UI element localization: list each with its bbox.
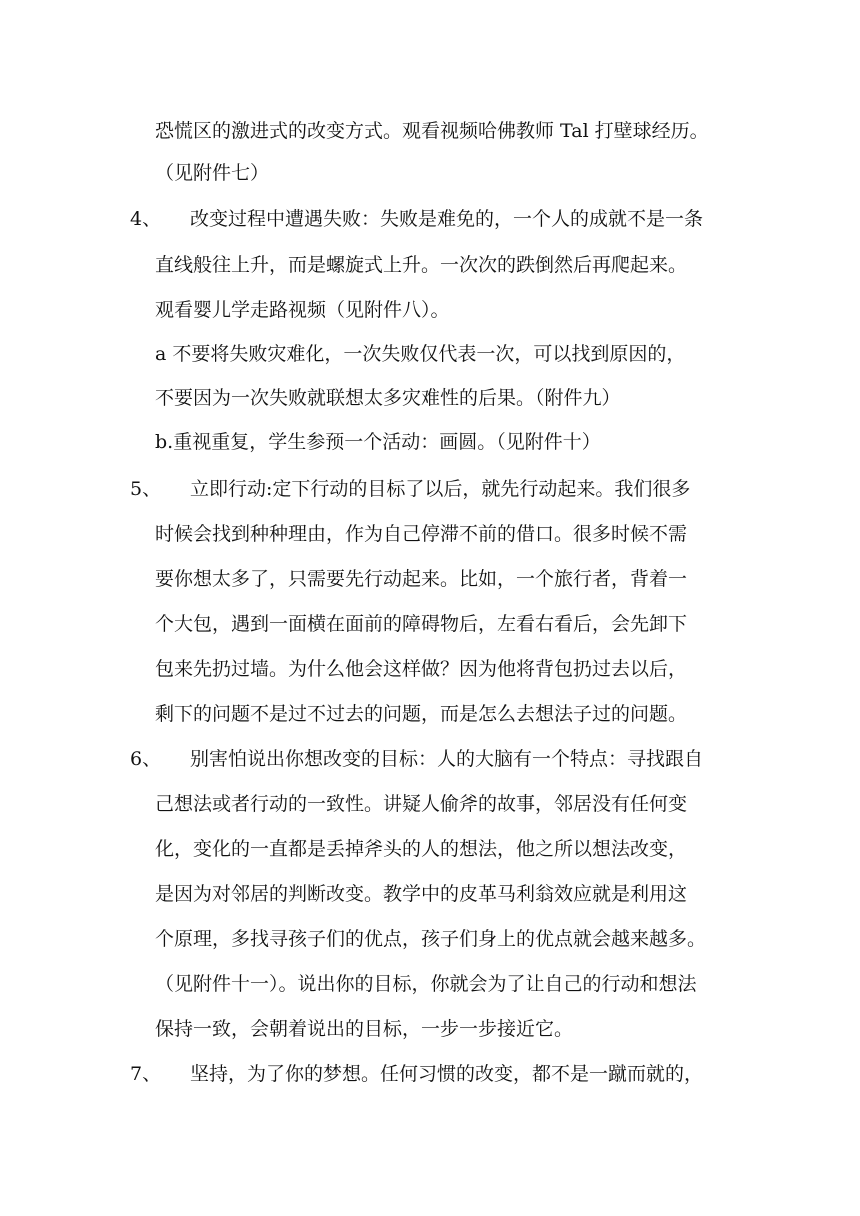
text-line: a 不要将失败灾难化，一次失败仅代表一次，可以找到原因的， bbox=[155, 343, 686, 365]
text-line: 保持一致，会朝着说出的目标，一步一步接近它。 bbox=[155, 1018, 574, 1040]
text-line: 别害怕说出你想改变的目标：人的大脑有一个特点：寻找跟自 bbox=[190, 748, 704, 770]
text-line: 化，变化的一直都是丢掉斧头的人的想法，他之所以想法改变， bbox=[155, 838, 688, 860]
text-line: b.重视重复，学生参预一个活动：画圆。（见附件十） bbox=[155, 431, 601, 453]
text-line: 时候会找到种种理由，作为自己停滞不前的借口。很多时候不需 bbox=[155, 523, 688, 545]
text-line: 个原理，多找寻孩子们的优点，孩子们身上的优点就会越来越多。 bbox=[155, 928, 707, 950]
list-number: 6、 bbox=[130, 748, 162, 770]
text-line: 剩下的问题不是过不过去的问题，而是怎么去想法子过的问题。 bbox=[155, 703, 688, 725]
text-line: 是因为对邻居的判断改变。教学中的皮革马利翁效应就是利用这 bbox=[155, 883, 688, 905]
list-number: 5、 bbox=[130, 478, 162, 500]
text-line: 要你想太多了，只需要先行动起来。比如，一个旅行者，背着一 bbox=[155, 568, 688, 590]
text-line: 改变过程中遭遇失败：失败是难免的，一个人的成就不是一条 bbox=[190, 208, 704, 230]
text-line: 直线般往上升，而是螺旋式上升。一次次的跌倒然后再爬起来。 bbox=[155, 254, 688, 276]
list-number: 7、 bbox=[130, 1063, 162, 1085]
text-line: 恐慌区的激进式的改变方式。观看视频哈佛教师 Tal 打壁球经历。 bbox=[155, 120, 709, 142]
text-line: 个大包，遇到一面横在面前的障碍物后，左看右看后，会先卸下 bbox=[155, 613, 688, 635]
text-line: 不要因为一次失败就联想太多灾难性的后果。（附件九） bbox=[155, 387, 621, 409]
text-line: 坚持，为了你的梦想。任何习惯的改变，都不是一蹴而就的， bbox=[190, 1063, 704, 1085]
text-line: （见附件十一）。说出你的目标，你就会为了让自己的行动和想法 bbox=[155, 973, 697, 995]
list-number: 4、 bbox=[130, 208, 162, 230]
text-line: （见附件七） bbox=[155, 162, 270, 184]
text-line: 观看婴儿学走路视频（见附件八）。 bbox=[155, 299, 450, 321]
text-line: 包来先扔过墙。为什么他会这样做？因为他将背包扔过去以后， bbox=[155, 658, 688, 680]
text-line: 立即行动:定下行动的目标了以后，就先行动起来。我们很多 bbox=[190, 478, 691, 500]
text-line: 己想法或者行动的一致性。讲疑人偷斧的故事，邻居没有任何变 bbox=[155, 793, 688, 815]
